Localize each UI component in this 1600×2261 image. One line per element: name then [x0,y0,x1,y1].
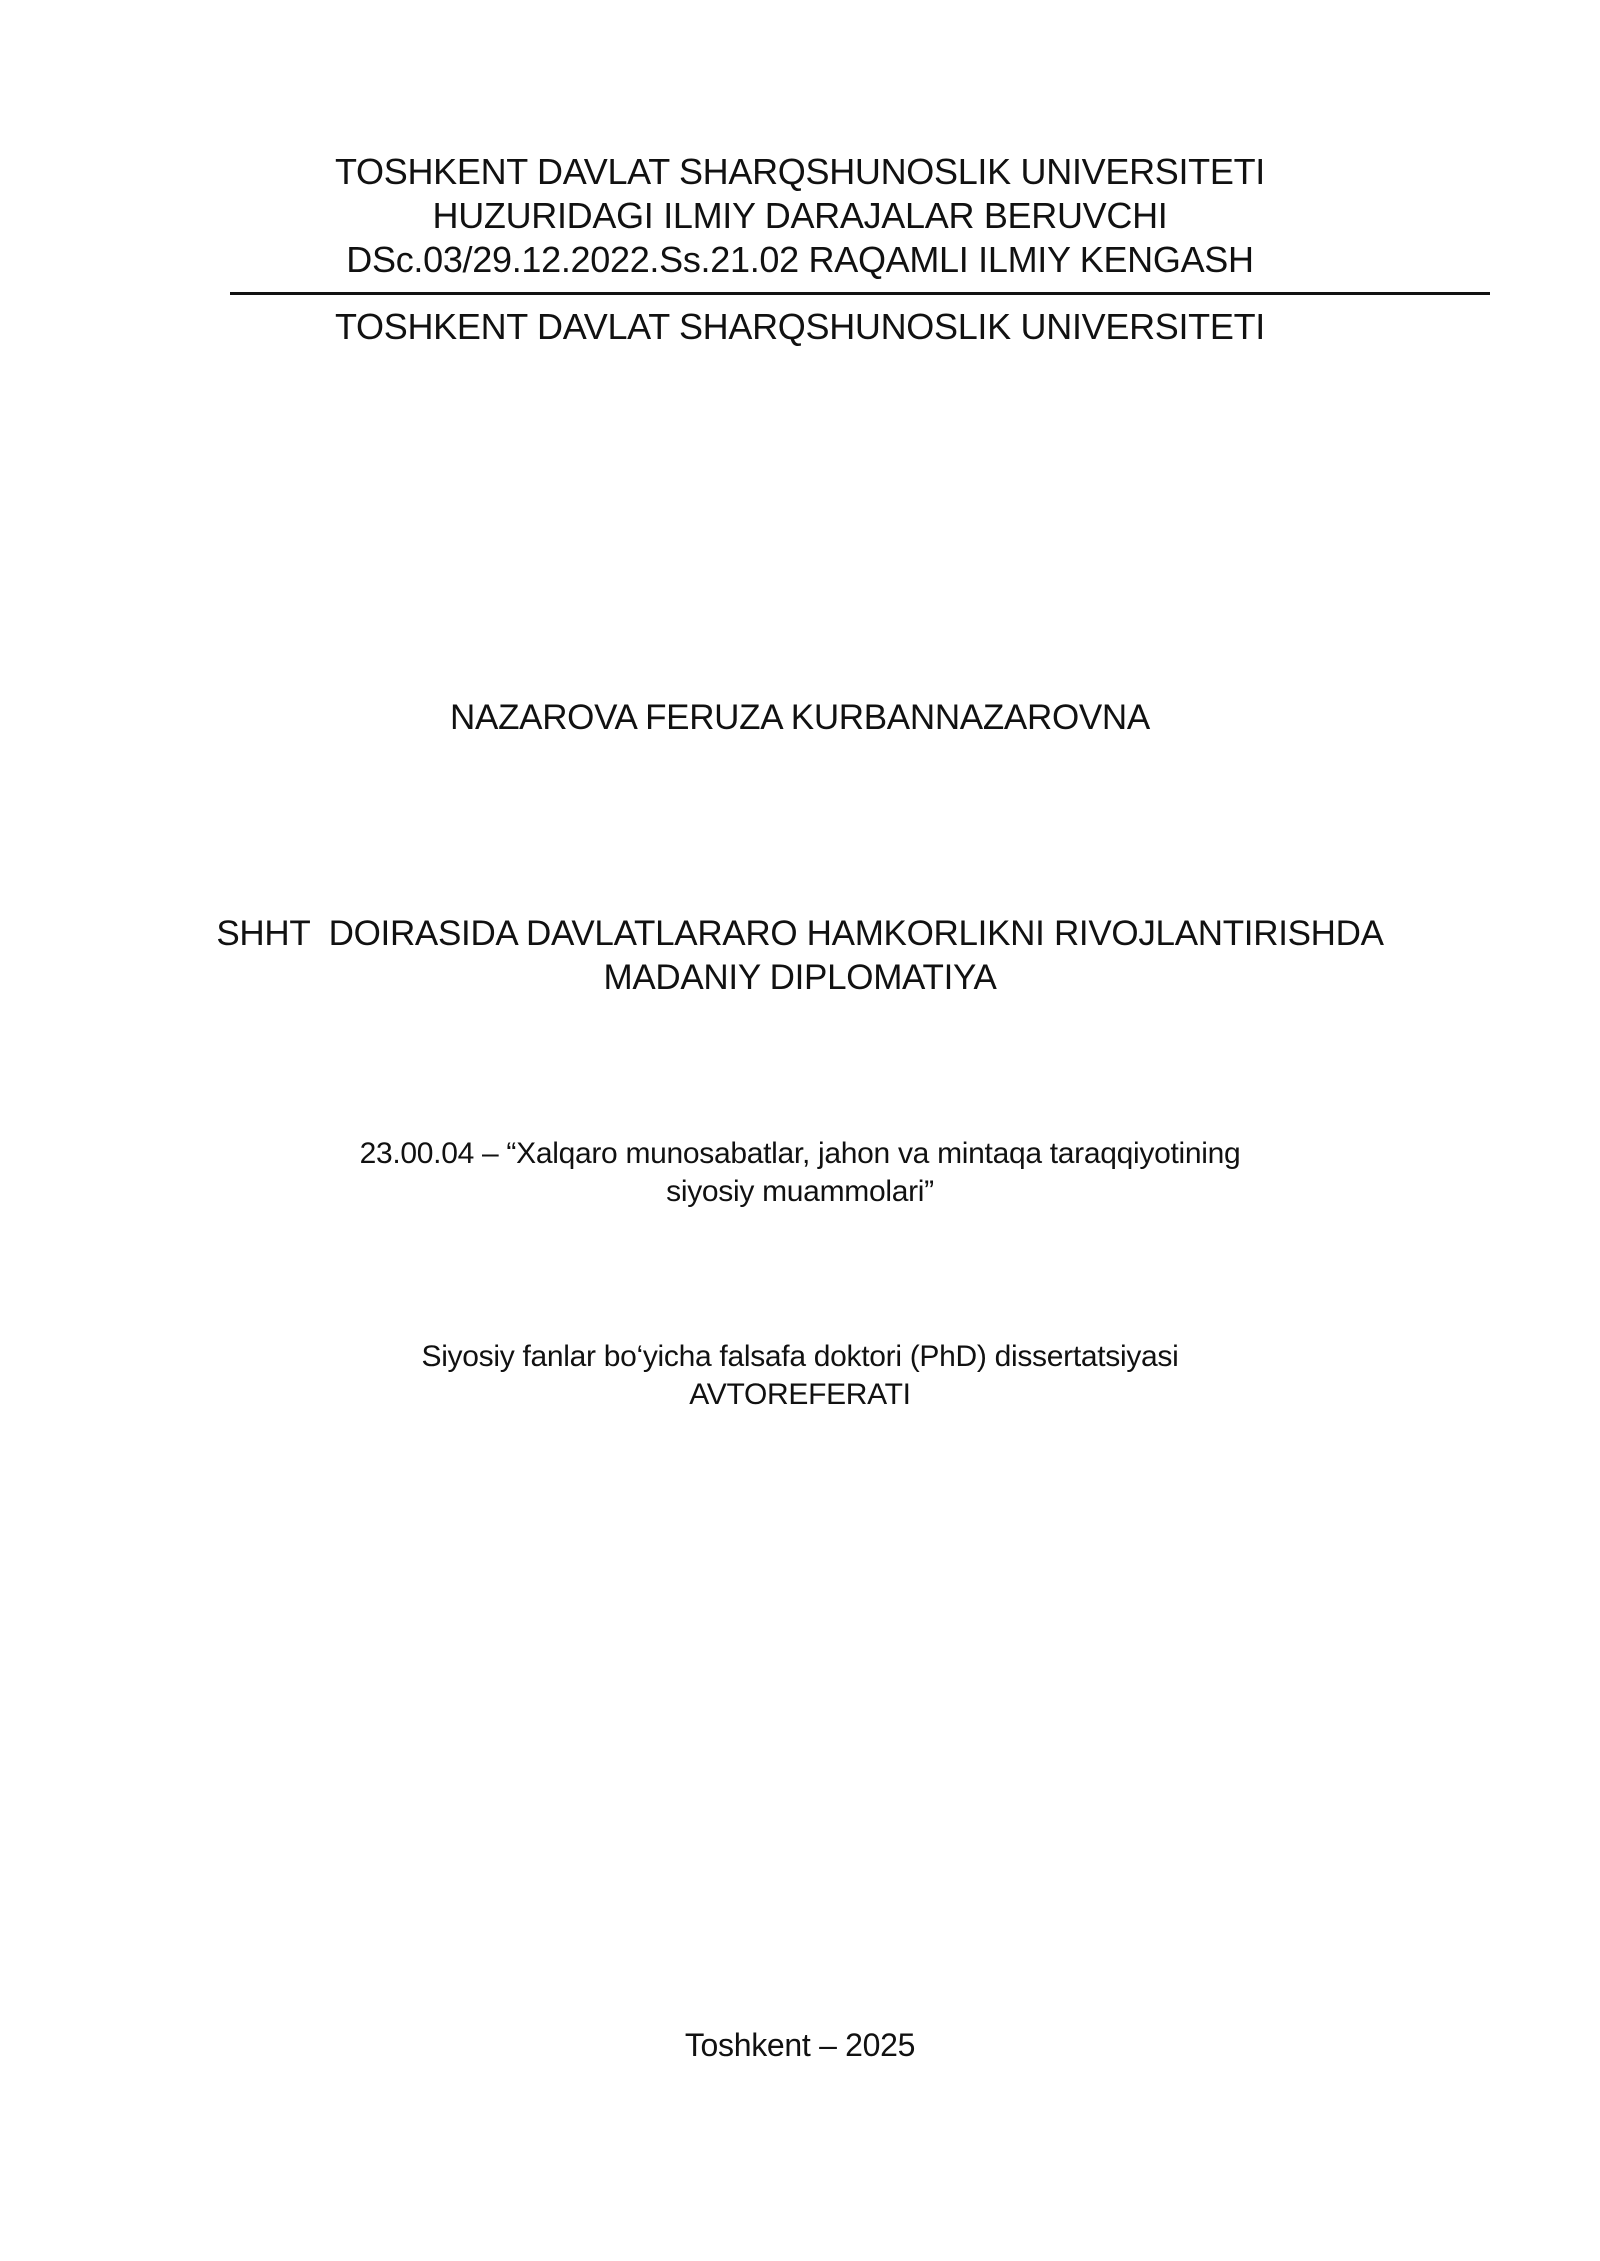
institution-heading: TOSHKENT DAVLAT SHARQSHUNOSLIK UNIVERSITETI [335,306,1265,347]
degree-line-2: AVTOREFERATI [689,1378,911,1411]
degree-line-1: Siyosiy fanlar bo‘yicha falsafa doktori (PhD) dissertatsiyasi [421,1340,1179,1373]
header-divider [230,292,1490,295]
thesis-title-line-1: SHHT DOIRASIDA DAVLATLARARO HAMKORLIKNI RIVOJLANTIRISHDA [216,914,1384,953]
council-body-heading: HUZURIDAGI ILMIY DARAJALAR BERUVCHI [432,195,1168,236]
thesis-title-line-2: MADANIY DIPLOMATIYA [603,958,997,997]
council-number-heading: DSc.03/29.12.2022.Ss.21.02 RAQAMLI ILMIY KENGASH [346,239,1254,280]
specialty-line-1: 23.00.04 – “Xalqaro munosabatlar, jahon va mintaqa taraqqiyotining [359,1137,1241,1170]
author-name: NAZAROVA FERUZA KURBANNAZAROVNA [450,698,1150,737]
specialty-line-2: siyosiy muammolari” [666,1175,934,1208]
place-year: Toshkent – 2025 [684,2027,916,2063]
council-university-heading: TOSHKENT DAVLAT SHARQSHUNOSLIK UNIVERSITETI [335,151,1265,192]
